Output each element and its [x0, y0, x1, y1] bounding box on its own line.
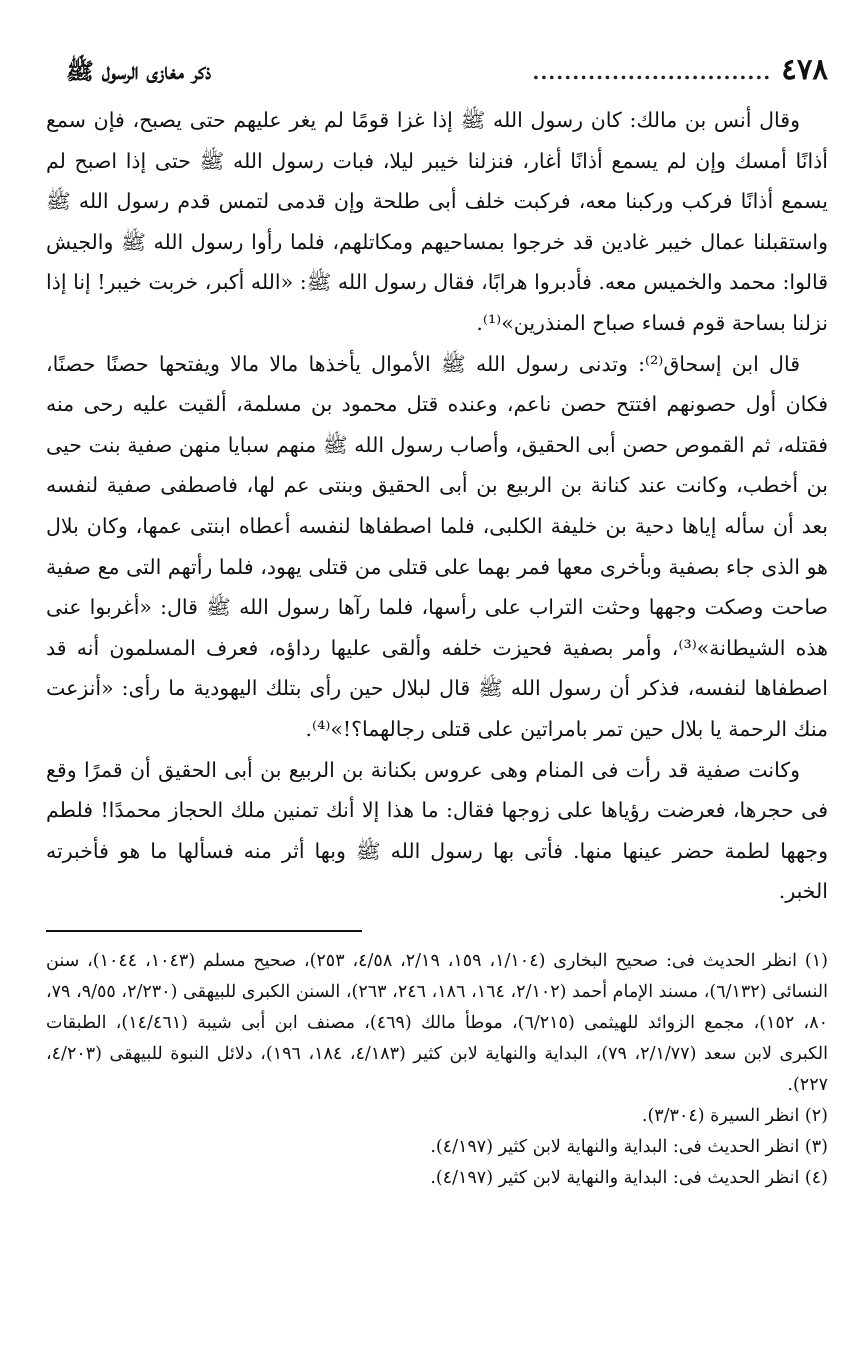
- footnotes: [46, 946, 828, 1194]
- main-text: [46, 100, 828, 912]
- footnote: (٣) انظر الحديث فى: البداية والنهاية لابن كثير (٤/١٩٧).: [430, 1136, 828, 1157]
- paragraph: وقال أنس بن مالك: كان رسول الله ﷺ إذا غزا قومًا لم يغر عليهم حتى يصبح، فإن سمع أذانًا أمسك وإن لم يسمع أذانًا أغار، فنزلنا خيبر ليلا، فبات رسول الله ﷺ حتى إذا اصبح لم يسمع أذانًا فركب وركبنا معه، فركبت خلف أبى طلحة وإن قدمى لتمس قدم رسول الله ﷺ واستقبلنا عمال خيبر غادين قد خرجوا بمساحيهم ومكاتلهم، فلما رأوا رسول الله ﷺ والجيش قالوا: محمد والخميس معه. فأدبروا هرابًا، فقال رسول الله ﷺ: «الله أكبر، خربت خيبر! إنا إذا نزلنا بساحة قوم فساء صباح المنذرين»⁽¹⁾.: [46, 108, 828, 335]
- page-header: [46, 52, 828, 100]
- header-dot-leader: ..............................: [532, 60, 772, 84]
- footnote: (٤) انظر الحديث فى: البداية والنهاية لابن كثير (٤/١٩٧).: [430, 1167, 828, 1188]
- page-number: ٤٧٨: [781, 52, 828, 86]
- footnote: (١) انظر الحديث فى: صحيح البخارى (١/١٠٤، ١٥٩، ٢/١٩، ٤/٥٨، ٢٥٣)، صحيح مسلم (١٠٤٣، ١٠٤٤)، سنن النسائى (٦/١٣٢)، مسند الإمام أحمد (٢/١٠٢، ١٦٤، ١٨٦، ٢٤٦، ٢٦٣)، السنن الكبرى للبيهقى (٢/٢٣٠، ٩/٥٥، ٧٩، ٨٠، ١٥٢)، مجمع الزوائد للهيثمى (٦/٢١٥)، موطأ مالك (٤٦٩)، مصنف ابن أبى شيبة (١٤/٤٦١)، الطبقات الكبرى لابن سعد (٢/١/٧٧، ٧٩)، البداية والنهاية لابن كثير (٤/١٨٣، ١٨٤، ١٩٦)، دلائل النبوة للبيهقى (٤/٢٠٣، ٢٢٧).: [46, 950, 829, 1095]
- footnote: (٢) انظر السيرة (٣/٣٠٤).: [641, 1105, 828, 1126]
- paragraph: وكانت صفية قد رأت فى المنام وهى عروس بكنانة بن الربيع بن أبى الحقيق أن قمرًا وقع فى حجرها، فعرضت رؤياها على زوجها فقال: ما هذا إلا أنك تمنين ملك الحجاز محمدًا! فلطم وجهها لطمة حضر عينها منها. فأتى بها رسول الله ﷺ وبها أثر منه فسألها ما هو فأخبرته الخبر.: [46, 757, 828, 904]
- paragraph: قال ابن إسحاق⁽²⁾: وتدنى رسول الله ﷺ الأموال يأخذها مالا مالا ويفتحها حصنًا حصنًا، فكان أول حصونهم افتتح حصن ناعم، وعنده قتل محمود بن مسلمة، ألقيت عليه رحى منه فقتله، ثم القموص حصن أبى الحقيق، وأصاب رسول الله ﷺ منهم سبايا منهن صفية بنت حيى بن أخطب، وكانت عند كنانة بن الربيع بن أبى الحقيق وبنتى عم لها، فاصطفى صفية لنفسه بعد أن سأله إياها دحية بن خليفة الكلبى، فلما اصطفاها لنفسه أعطاه ابنتى عمها، وكان بلال هو الذى جاء بصفية وبأخرى معها فمر بهما على قتلى من قتلى يهود، فلما رأتهم التى مع صفية صاحت وصكت وجهها وحثت التراب على رأسها، فلما رآها رسول الله ﷺ قال: «أغربوا عنى هذه الشيطانة»⁽³⁾، وأمر بصفية فحيزت خلفه وألقى عليها رداؤه، فعرف المسلمون أنه قد اصطفاها لنفسه، فذكر أن رسول الله ﷺ قال لبلال حين رأى بتلك اليهودية ما رأى: «أنزعت منك الرحمة يا بلال حين تمر بامراتين على قتلى رجالهما؟!»⁽⁴⁾.: [46, 351, 828, 741]
- running-title: ذكر مغازى الرسول ﷺ: [66, 58, 212, 85]
- footnote-separator: [46, 930, 362, 932]
